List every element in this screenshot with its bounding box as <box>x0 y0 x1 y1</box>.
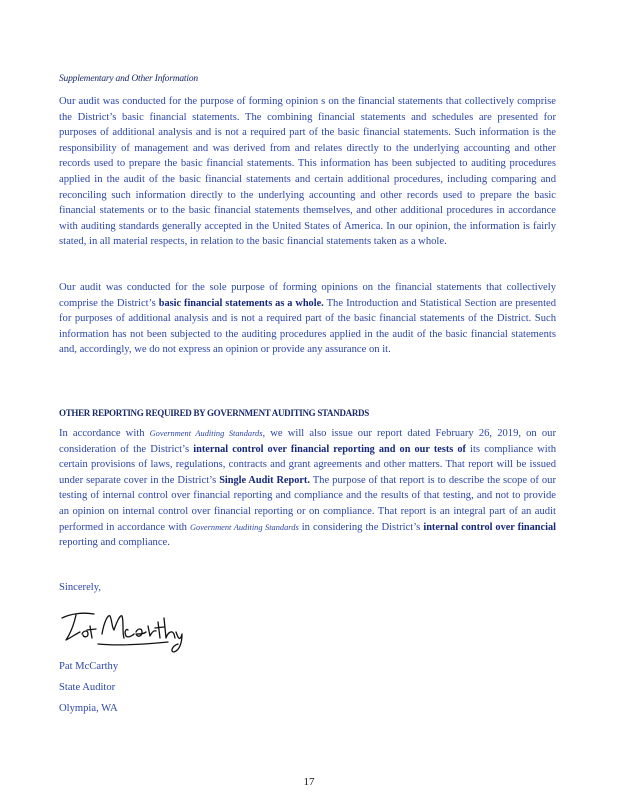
p3-text-k: reporting and compliance. <box>59 537 170 549</box>
introduction-paragraph <box>59 280 556 358</box>
p3-gas-title-2: Government Auditing Standards <box>189 522 299 532</box>
p3-text-e: its compliance with certain provisions of laws, regulations, contracts and grant agreements and other matters. That report will be issued under separate cover in the District’s <box>59 443 556 486</box>
p3-text-i: in considering the District’s <box>298 521 424 533</box>
p2-text-c: The Introduction and Statistical Section are presented for purposes of additional analysis and is not a required part of the basic financial statements of the District. Such information has not been subjected to the auditing procedures applied in the audit of the basic financial statements and, accordingly, we do not express an opinion or provide any assurance on it. <box>59 297 557 356</box>
p3-text-a: In accordance with <box>59 428 150 439</box>
supplementary-info-paragraph: Our audit was conducted for the purpose of forming opinion s on the financial statements that collectively comprise the District’s basic financial statements. The combining financial statements and schedules are presented for purposes of additional analysis and is not a required part of the basic financial statements. Such information is the responsibility of management and was derived from and relates directly to the underlying accounting and other records used to prepare the basic financial statements. This information has been subjected to auditing procedures applied in the audit of the basic financial statements and certain additional procedures, including comparing and reconciling such information directly to the underlying accounting and other records used to prepare the basic financial statements or to the basic financial statements themselves, and other additional procedures in accordance with auditing standards generally accepted in the United States of America. In our opinion, the information is fairly stated, in all material respects, in relation to the basic financial statements taken as a whole. <box>59 96 556 248</box>
signer-location: Olympia, WA <box>59 703 118 714</box>
p3-emphasis-1: internal control over financial reporting and on our tests of <box>193 443 466 455</box>
supplementary-info-heading: Supplementary and Other Information <box>59 74 198 84</box>
p3-gas-title-1: Government Auditing Standards <box>149 429 263 438</box>
gas-reporting-paragraph <box>59 426 556 551</box>
p3-emphasis-3: internal control over financial <box>423 521 556 533</box>
p2-emphasis: basic financial statements as a whole. <box>158 297 324 309</box>
p3-text-c: , we will also issue our report dated February 26, 2019, on our consideration of the District’s <box>59 428 556 455</box>
p2-text-a: Our audit was conducted for the sole purpose of forming opinions on the financial statements that collectively comprise the District’s <box>59 282 556 309</box>
other-reporting-heading: OTHER REPORTING REQUIRED BY GOVERNMENT AUDITING STANDARDS <box>59 408 369 418</box>
signer-name: Pat McCarthy <box>59 661 119 672</box>
closing-salutation: Sincerely, <box>59 582 101 593</box>
p3-text-g: The purpose of that report is to describe the scope of our testing of internal control over financial reporting and compliance and the results of that testing, and not to provide an opinion on internal control over financial reporting or on compliance. That report is an integral part of an audit performed in accordance with <box>59 474 556 533</box>
signature-image <box>58 604 188 654</box>
signer-title: State Auditor <box>59 682 116 693</box>
page-number: 17 <box>303 776 315 788</box>
p3-emphasis-2: Single Audit Report. <box>219 474 310 486</box>
